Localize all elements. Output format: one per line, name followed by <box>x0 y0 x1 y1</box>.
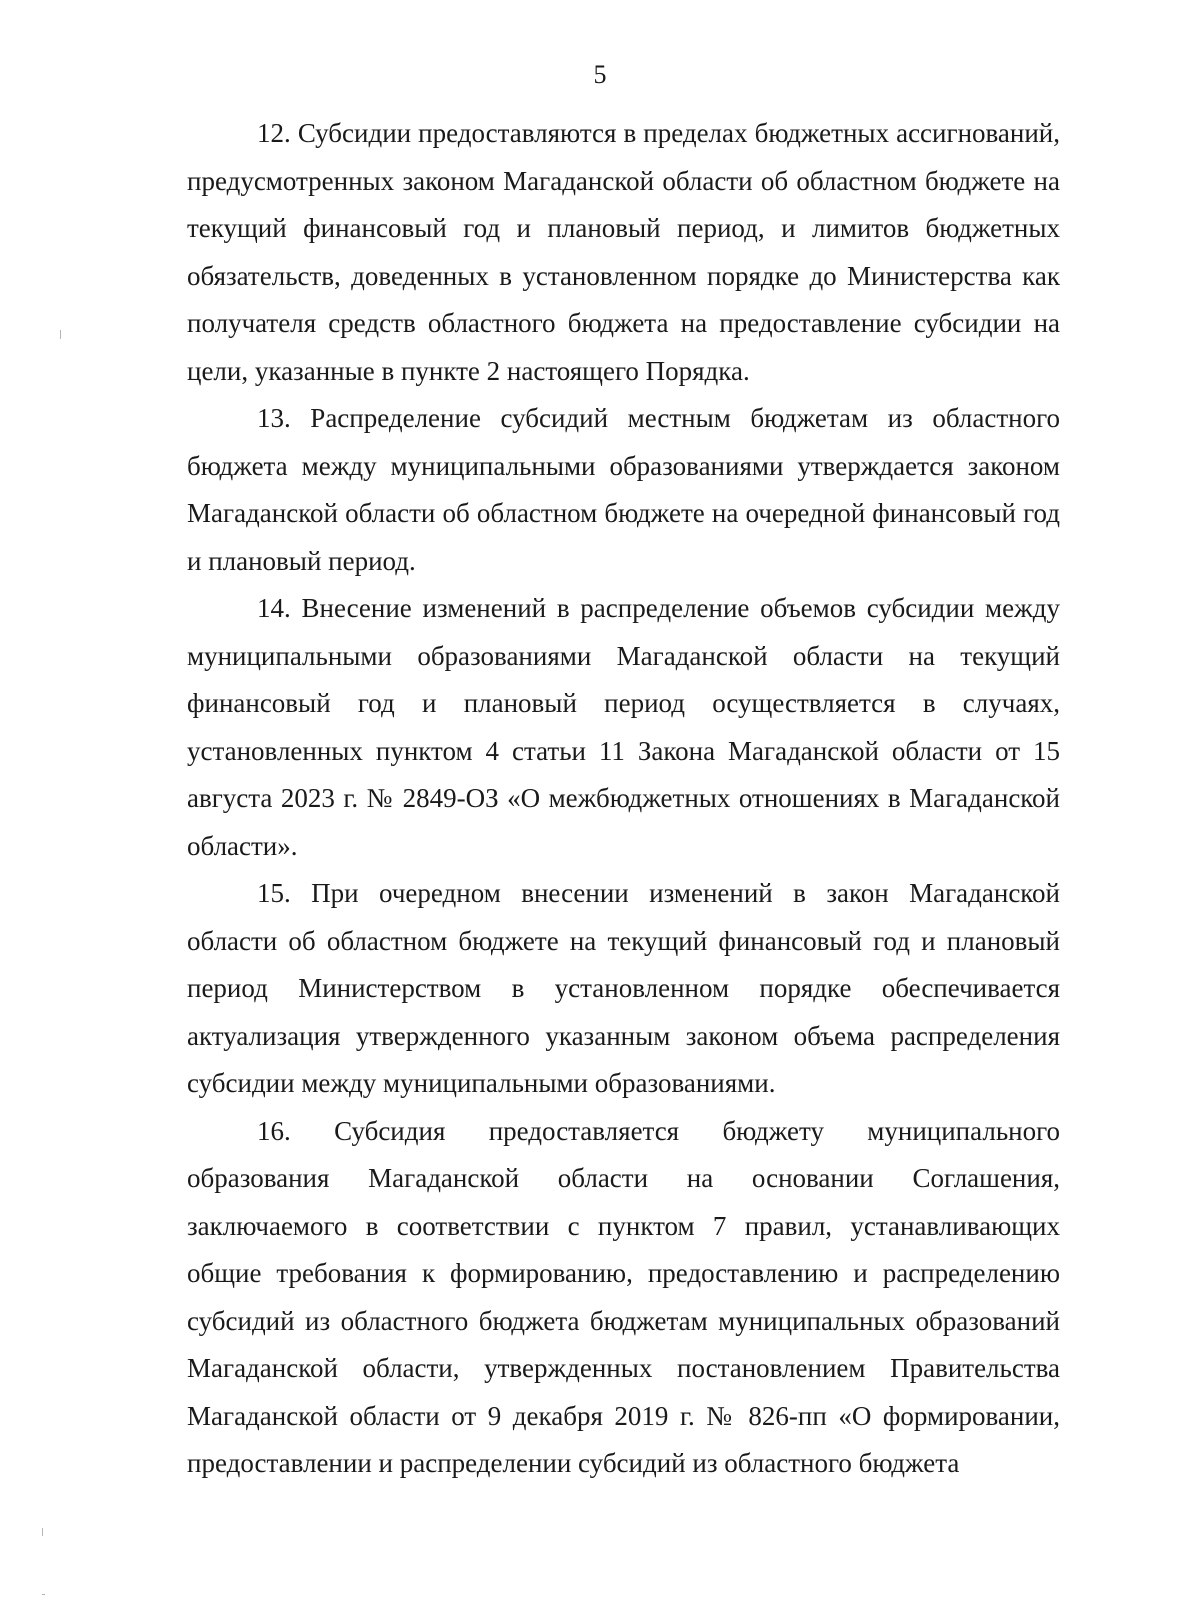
document-body <box>187 110 1060 1488</box>
paragraph-16: 16. Субсидия предоставляется бюджету муниципального образования Магаданской области на основании Соглашения, заключаемого в соответствии с пунктом 7 правил, устанавливающих общие требования к формированию, предоставлению и распределению субсидий из областного бюджета бюджетам муниципальных образований Магаданской области, утвержденных постановлением Правительства Магаданской области от 9 декабря 2019 г. № 826-пп «О формировании, предоставлении и распределении субсидий из областного бюджета <box>187 1115 1060 1478</box>
paragraph-15: 15. При очередном внесении изменений в закон Магаданской области об областном бюджете на текущий финансовый год и плановый период Министерством в установленном порядке обеспечивается актуализация утвержденного указанным законом объема распределения субсидии между муниципальными образованиями. <box>187 878 1060 1098</box>
scan-artifact-mark <box>42 1594 45 1595</box>
page-number: 5 <box>593 60 607 89</box>
paragraph-14: 14. Внесение изменений в распределение объемов субсидии между муниципальными образованиями Магаданской области на текущий финансовый год и плановый период осуществляется в случаях, установленных пунктом 4 статьи 11 Закона Магаданской области от 15 августа 2023 г. № 2849-ОЗ «О межбюджетных отношениях в Магаданской области». <box>187 593 1060 861</box>
paragraph-13: 13. Распределение субсидий местным бюджетам из областного бюджета между муниципальными образованиями утверждается законом Магаданской области об областном бюджете на очередной финансовый год и плановый период. <box>187 403 1060 576</box>
paragraph-12: 12. Субсидии предоставляются в пределах бюджетных ассигнований, предусмотренных законом Магаданской области об областном бюджете на текущий финансовый год и плановый период, и лимитов бюджетных обязательств, доведенных в установленном порядке до Министерства как получателя средств областного бюджета на предоставление субсидии на цели, указанные в пункте 2 настоящего Порядка. <box>187 118 1060 386</box>
scan-artifact-mark <box>60 330 61 339</box>
scan-artifact-mark <box>42 1528 43 1536</box>
